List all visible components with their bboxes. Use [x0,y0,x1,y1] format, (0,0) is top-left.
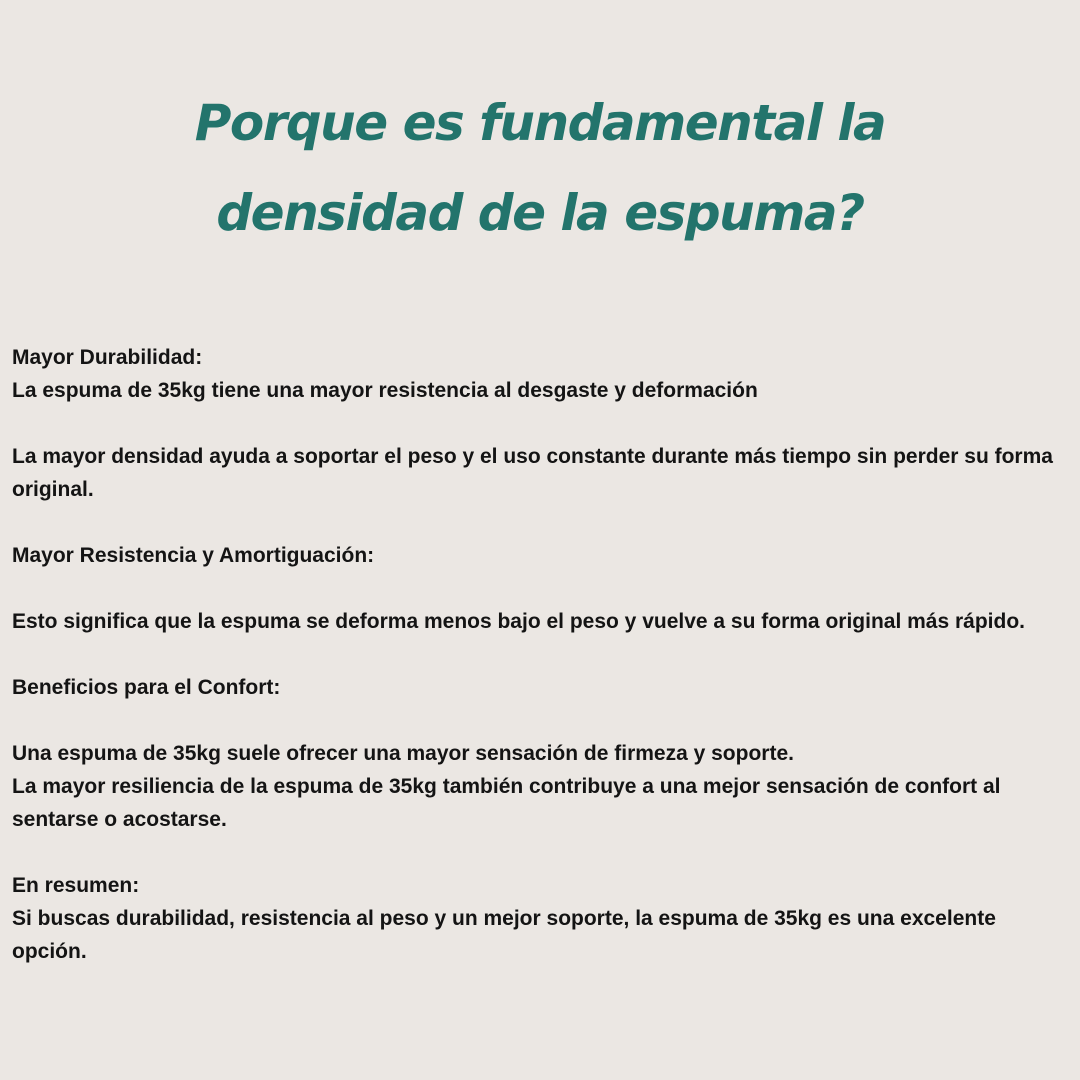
spacer [12,638,1072,671]
section-heading-resistencia: Mayor Resistencia y Amortiguación: [12,544,375,567]
spacer [12,704,1072,737]
article-body [12,341,1072,968]
page-title-line-2: densidad de la espuma? [216,184,864,242]
spacer [12,572,1072,605]
section-text-durabilidad-1: La espuma de 35kg tiene una mayor resistencia al desgaste y deformación [12,379,758,402]
spacer [12,506,1072,539]
spacer [12,836,1072,869]
page-title [0,78,1080,258]
section-heading-resumen: En resumen: [12,874,140,897]
section-text-durabilidad-2: La mayor densidad ayuda a soportar el peso y el uso constante durante más tiempo sin perder su forma original. [12,445,1053,501]
spacer [12,407,1072,440]
section-text-resistencia-1: Esto significa que la espuma se deforma menos bajo el peso y vuelve a su forma original más rápido. [12,610,1025,633]
section-heading-confort: Beneficios para el Confort: [12,676,281,699]
page-title-line-1: Porque es fundamental la [194,94,886,152]
section-text-confort-2: La mayor resiliencia de la espuma de 35kg también contribuye a una mejor sensación de confort al sentarse o acostarse. [12,775,1001,831]
section-text-confort-1: Una espuma de 35kg suele ofrecer una mayor sensación de firmeza y soporte. [12,742,794,765]
section-heading-durabilidad: Mayor Durabilidad: [12,346,203,369]
section-text-resumen-1: Si buscas durabilidad, resistencia al peso y un mejor soporte, la espuma de 35kg es una excelente opción. [12,907,996,963]
